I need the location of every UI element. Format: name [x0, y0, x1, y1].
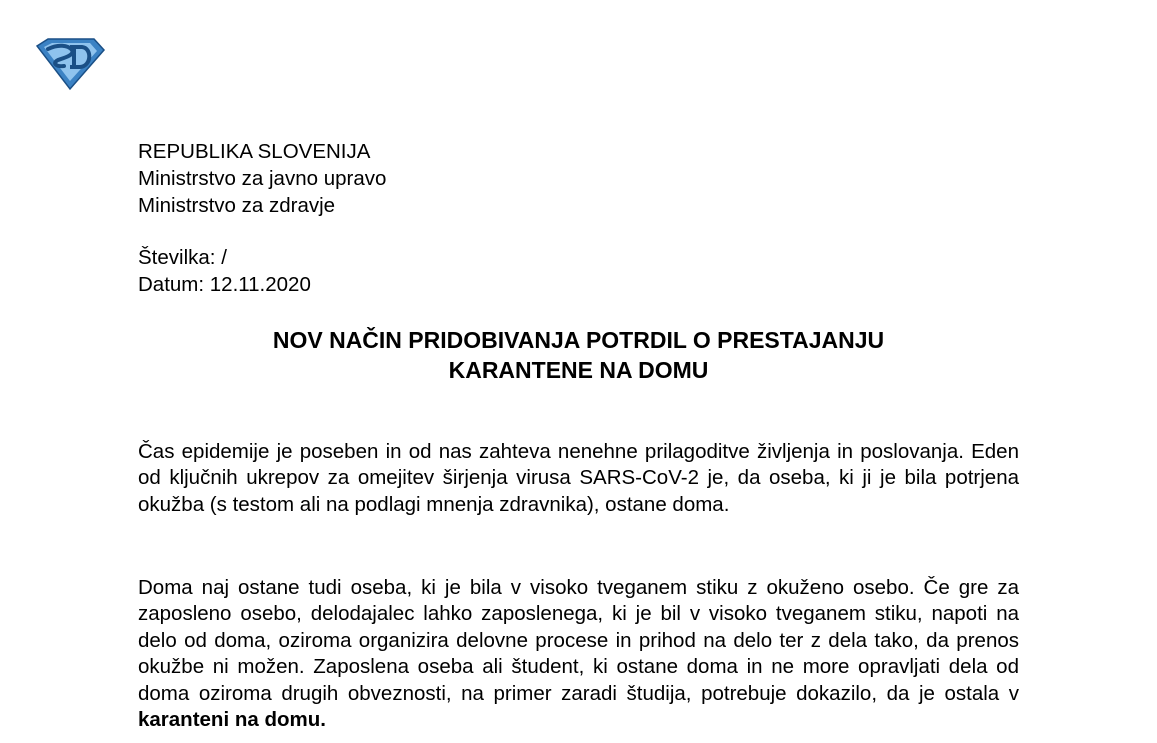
document-title-line-2: KARANTENE NA DOMU: [448, 357, 709, 383]
document-number-label: Številka:: [138, 246, 216, 269]
document-date: [138, 271, 311, 298]
body-paragraph-2-text: Doma naj ostane tudi oseba, ki je bila v visoko tveganem stiku z okuženo osebo. Če gre za zaposleno osebo, delodajalec lahko zaposlenega, ki je bil v visoko tveganem stiku, napoti na delo od doma, oziroma organizira delovne procese in prihod na delo ter z dela tako, da prenos okužbe ni možen. Zaposlena oseba ali študent, ki ostane doma in ne more opravljati dela od doma oziroma drugih obveznosti, na primer zaradi študija, potrebuje dokazilo, da je ostala v: [138, 576, 1019, 705]
body-paragraph-2-emphasis: karanteni na domu.: [138, 708, 326, 732]
slovenia-emblem-icon: [34, 36, 106, 92]
issuer-ministry-health: Ministrstvo za zdravje: [138, 194, 336, 217]
body-paragraph-1: Čas epidemije je poseben in od nas zahteva nenehne prilagoditve življenja in poslovanja. Eden od ključnih ukrepov za omejitev širjenja virusa SARS-CoV-2 je, da oseba, ki ji je bila potrjena okužba (s testom ali na podlagi mnenja zdravnika), ostane doma.: [138, 440, 1019, 516]
issuer-republic: REPUBLIKA SLOVENIJA: [138, 140, 371, 163]
document-title: [138, 325, 1019, 385]
document-title-line-1: NOV NAČIN PRIDOBIVANJA POTRDIL O PRESTAJANJU: [272, 327, 885, 353]
document-number: [138, 244, 311, 271]
document-date-value: 12.11.2020: [209, 273, 311, 296]
document-meta: [138, 244, 311, 298]
document-date-label: Datum:: [138, 273, 205, 296]
emblem-logo: [34, 36, 106, 92]
issuer-ministry-public-administration: Ministrstvo za javno upravo: [138, 167, 387, 190]
body-paragraph-2: [138, 575, 1019, 733]
document-number-value: /: [221, 246, 227, 269]
issuer-header: [138, 138, 386, 219]
